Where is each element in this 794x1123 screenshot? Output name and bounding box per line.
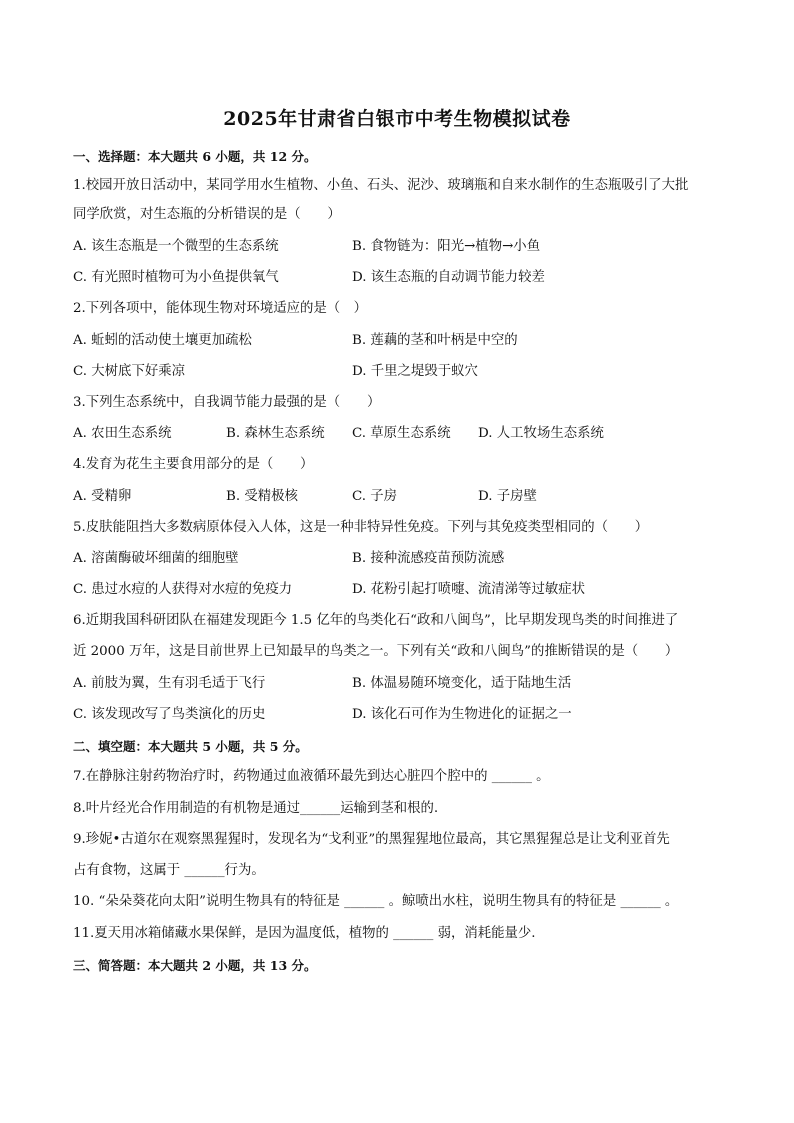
section-heading-fill: 二、填空题：本大题共 5 小题，共 5 分。 (73, 739, 308, 754)
question-9: 9.珍妮•古道尔在观察黑猩猩时，发现名为“戈利亚”的黑猩猩地位最高，其它黑猩猩总是让戈利亚首先 (73, 832, 670, 847)
question-1-option-d: D. 该生态瓶的自动调节能力较差 (352, 270, 545, 285)
question-1-option-a: A. 该生态瓶是一个微型的生态系统 (73, 239, 279, 254)
question-6-option-a: A. 前肢为翼，生有羽毛适于飞行 (73, 676, 266, 691)
section-heading-choice: 一、选择题：本大题共 6 小题，共 12 分。 (73, 149, 317, 164)
question-10: 10. “朵朵葵花向太阳”说明生物具有的特征是 ______ 。鲸喷出水柱，说明生物具有的特征是 ______ 。 (73, 894, 679, 909)
question-6-stem: 6.近期我国科研团队在福建发现距今 1.5 亿年的鸟类化石“政和八闽鸟”，比早期发现鸟类的时间推进了 (73, 613, 679, 628)
question-4-stem: 4.发育为花生主要食用部分的是（ ） (73, 457, 314, 472)
page-title: 2025年甘肃省白银市中考生物模拟试卷 (223, 108, 571, 130)
question-9-cont: 占有食物，这属于 ______行为。 (73, 863, 265, 878)
question-2-option-a: A. 蚯蚓的活动使土壤更加疏松 (73, 333, 252, 348)
question-2-option-b: B. 莲藕的茎和叶柄是中空的 (352, 333, 518, 348)
question-2-option-d: D. 千里之堤毁于蚁穴 (352, 364, 478, 379)
question-5-option-a: A. 溶菌酶破坏细菌的细胞壁 (73, 551, 239, 566)
question-1-stem: 1.校园开放日活动中，某同学用水生植物、小鱼、石头、泥沙、玻璃瓶和自来水制作的生态瓶吸引了大批 (73, 178, 689, 193)
question-4-option-a: A. 受精卵 (73, 489, 132, 504)
question-6-stem-cont: 近 2000 万年，这是目前世界上已知最早的鸟类之一。下列有关“政和八闽鸟”的推断错误的是（ ） (73, 644, 679, 659)
question-4-option-b: B. 受精极核 (226, 489, 298, 504)
question-5-option-d: D. 花粉引起打喷嚏、流清涕等过敏症状 (352, 582, 586, 597)
question-6-option-b: B. 体温易随环境变化，适于陆地生活 (352, 676, 572, 691)
question-6-option-d: D. 该化石可作为生物进化的证据之一 (352, 707, 572, 722)
question-4-option-d: D. 子房壁 (478, 489, 537, 504)
question-6-option-c: C. 该发现改写了鸟类演化的历史 (73, 707, 266, 722)
question-1-stem-cont: 同学欣赏，对生态瓶的分析错误的是（ ） (73, 207, 341, 222)
question-5-option-c: C. 患过水痘的人获得对水痘的免疫力 (73, 582, 293, 597)
question-4-option-c: C. 子房 (352, 489, 398, 504)
question-3-option-c: C. 草原生态系统 (352, 426, 451, 441)
question-2-stem: 2.下列各项中，能体现生物对环境适应的是（ ） (73, 301, 367, 316)
question-7: 7.在静脉注射药物治疗时，药物通过血液循环最先到达心脏四个腔中的 ______ 。 (73, 769, 550, 784)
question-5-stem: 5.皮肤能阻挡大多数病原体侵入人体，这是一种非特异性免疫。下列与其免疫类型相同的（ ） (73, 520, 649, 535)
question-8: 8.叶片经光合作用制造的有机物是通过______运输到茎和根的. (73, 801, 439, 816)
section-heading-short-answer: 三、简答题：本大题共 2 小题，共 13 分。 (73, 958, 317, 973)
question-3-option-d: D. 人工牧场生态系统 (478, 426, 604, 441)
question-3-stem: 3.下列生态系统中，自我调节能力最强的是（ ） (73, 395, 381, 410)
question-11: 11.夏天用冰箱储藏水果保鲜，是因为温度低，植物的 ______ 弱，消耗能量少. (73, 926, 536, 941)
question-3-option-b: B. 森林生态系统 (226, 426, 325, 441)
question-3-option-a: A. 农田生态系统 (73, 426, 172, 441)
question-1-option-b: B. 食物链为：阳光→植物→小鱼 (352, 239, 541, 254)
question-1-option-c: C. 有光照时植物可为小鱼提供氧气 (73, 270, 279, 285)
question-5-option-b: B. 接种流感疫苗预防流感 (352, 551, 505, 566)
question-2-option-c: C. 大树底下好乘凉 (73, 364, 186, 379)
